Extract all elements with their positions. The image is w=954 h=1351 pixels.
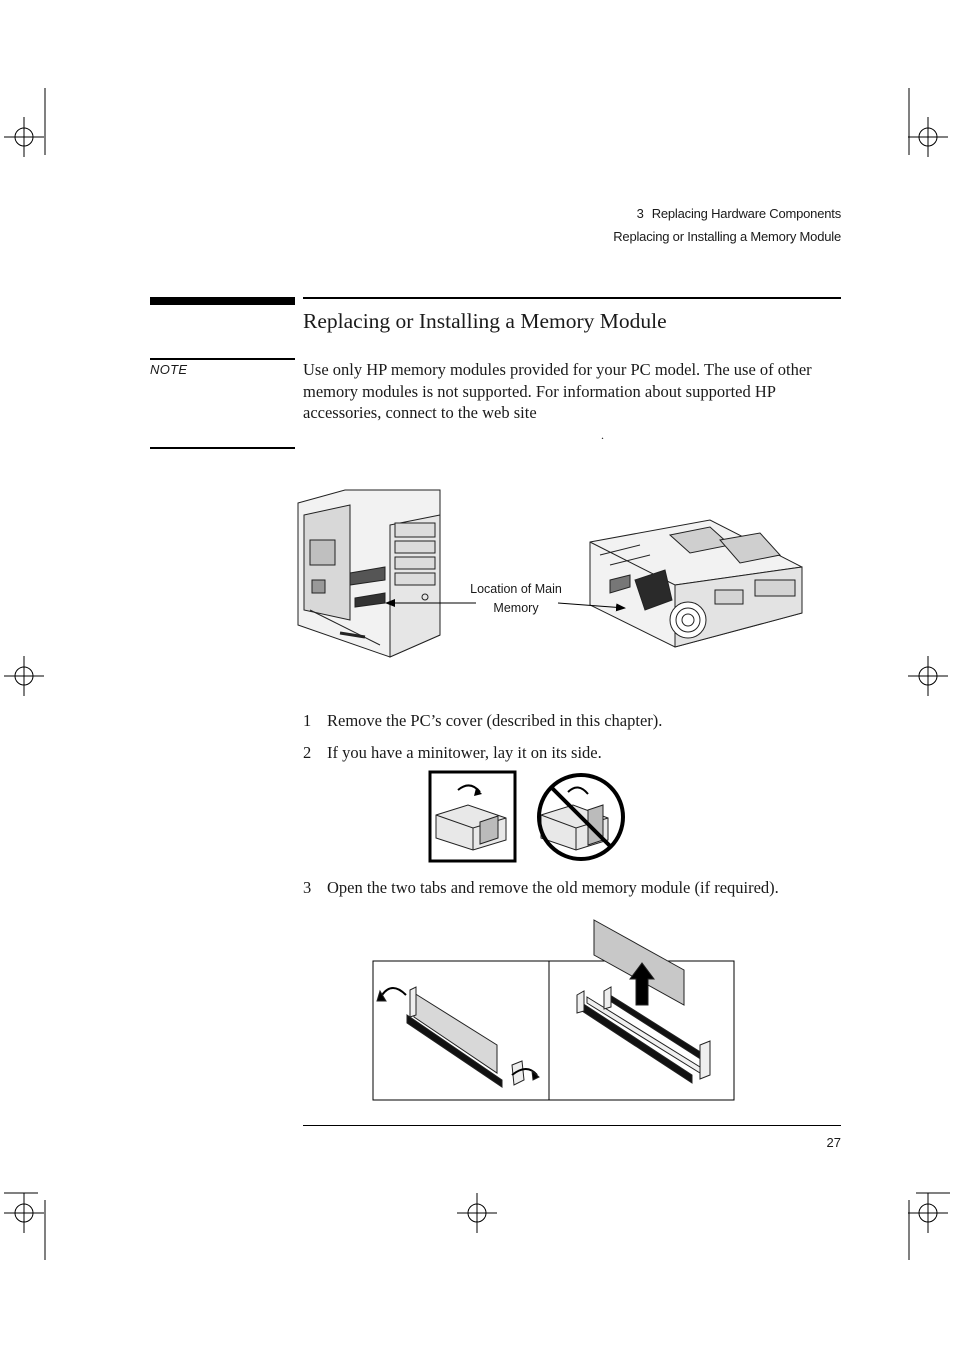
step-number: 1 <box>303 711 312 730</box>
crosshair-icon <box>4 117 44 157</box>
section-bar <box>150 297 295 305</box>
title-rule <box>303 297 841 299</box>
crosshair-icon <box>908 656 948 696</box>
crosshair-icon <box>457 1193 497 1233</box>
note-label: NOTE <box>150 362 188 377</box>
orientation-figure <box>428 770 628 864</box>
crosshair-icon <box>908 1193 948 1233</box>
footer-rule <box>303 1125 841 1126</box>
step-2 <box>303 743 602 763</box>
incorrect-orientation-illustration <box>539 775 623 859</box>
step-text: Open the two tabs and remove the old memory module (if required). <box>327 878 779 897</box>
memory-location-callout: Location of Main Memory <box>470 582 562 615</box>
step-number: 3 <box>303 878 312 897</box>
page-number: 27 <box>826 1135 841 1150</box>
correct-orientation-illustration <box>430 772 515 861</box>
section-title: Replacing or Installing a Memory Module <box>303 309 667 333</box>
note-trailing: . <box>601 428 604 442</box>
step-1 <box>303 711 662 731</box>
running-header-section: Replacing or Installing a Memory Module <box>613 229 841 244</box>
running-header-chapter <box>637 206 841 221</box>
desktop-illustration <box>590 520 802 647</box>
step-number: 2 <box>303 743 312 762</box>
chapter-number: 3 <box>636 206 644 221</box>
step-text: If you have a minitower, lay it on its side. <box>327 743 602 762</box>
chapter-title: Replacing Hardware Components <box>651 206 841 221</box>
remove-module-figure <box>372 915 737 1103</box>
memory-location-figure <box>290 485 820 665</box>
step-3 <box>303 878 779 898</box>
crosshair-icon <box>4 656 44 696</box>
note-rule-top <box>150 358 295 360</box>
note-rule-bottom <box>150 447 295 449</box>
step-text: Remove the PC’s cover (described in this chapter). <box>327 711 663 730</box>
minitower-illustration <box>298 490 440 657</box>
note-text: Use only HP memory modules provided for your PC model. The use of other memory modules is not supported. For information about supported HP accessories, connect to the web site <box>303 360 812 422</box>
crosshair-icon <box>4 1193 44 1233</box>
crosshair-icon <box>908 117 948 157</box>
